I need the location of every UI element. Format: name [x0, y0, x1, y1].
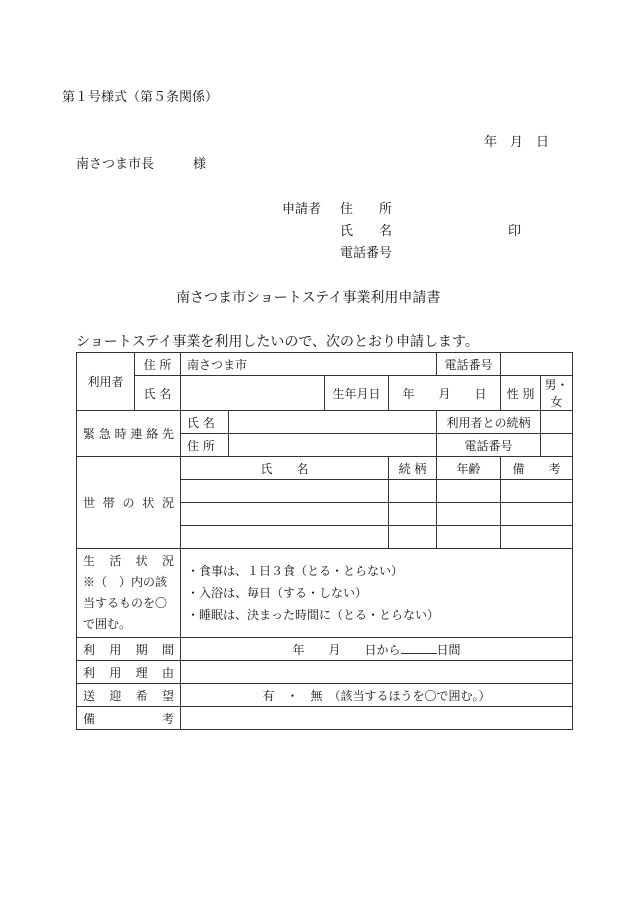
household-relation-cell[interactable]	[389, 503, 437, 526]
remarks-label	[77, 707, 181, 730]
life-status-label	[77, 549, 181, 638]
household-name-header: 氏 名	[181, 457, 389, 480]
reason-field[interactable]	[181, 661, 573, 684]
emergency-relation-field[interactable]	[541, 411, 573, 434]
emergency-label: 緊急時連絡先	[77, 411, 181, 457]
applicant-phone-label: 電話番号	[340, 246, 393, 261]
household-remarks-cell[interactable]	[501, 503, 573, 526]
remarks-field[interactable]	[181, 707, 573, 730]
life-status-label-line2: ※（ ）内の該	[83, 575, 168, 589]
document-title: 南さつま市ショートステイ事業利用申請書	[176, 290, 441, 306]
household-relation-cell[interactable]	[389, 480, 437, 503]
life-status-label-line4: で囲む。	[83, 617, 132, 631]
household-age-cell[interactable]	[437, 503, 501, 526]
user-phone-label: 電話番号	[437, 353, 501, 376]
meal-item[interactable]: ・食事は、１日３食（とる・とらない）	[187, 564, 404, 578]
bath-item[interactable]: ・入浴は、毎日（する・しない）	[187, 586, 368, 600]
birth-label: 生年月日	[325, 376, 389, 411]
user-address-field[interactable]: 南さつま市	[181, 353, 437, 376]
sex-label: 性 別	[501, 376, 541, 411]
sleep-item[interactable]: ・睡眠は、決まった時間に（とる・とらない）	[187, 608, 440, 622]
household-name-cell[interactable]	[181, 503, 389, 526]
emergency-address-field[interactable]	[229, 434, 437, 457]
period-days-blank[interactable]	[401, 641, 437, 654]
applicant-address-label: 住 所	[340, 202, 393, 217]
remarks-row	[77, 707, 573, 730]
period-date-text: 年 月 日から	[292, 642, 401, 657]
period-days-text: 日間	[436, 642, 461, 657]
household-name-cell[interactable]	[181, 526, 389, 549]
emergency-phone-label: 電話番号	[437, 434, 541, 457]
household-age-cell[interactable]	[437, 526, 501, 549]
addressee: 南さつま市長 様	[76, 157, 207, 172]
emergency-name-label: 氏 名	[181, 411, 229, 434]
emergency-name-field[interactable]	[229, 411, 437, 434]
household-remarks-cell[interactable]	[501, 480, 573, 503]
user-address-row	[77, 353, 573, 376]
household-remarks-cell[interactable]	[501, 526, 573, 549]
emergency-address-label: 住 所	[181, 434, 229, 457]
period-label: 利用期間	[77, 638, 181, 661]
household-relation-header: 続 柄	[389, 457, 437, 480]
user-name-label: 氏 名	[135, 376, 181, 411]
form-number: 第１号様式（第５条関係）	[62, 90, 219, 105]
household-relation-cell[interactable]	[389, 526, 437, 549]
remarks-label-right: 考	[161, 711, 174, 726]
user-name-field[interactable]	[181, 376, 325, 411]
reason-row	[77, 661, 573, 684]
life-status-label-line1: 生活状況	[83, 554, 174, 568]
user-label: 利用者	[77, 353, 135, 411]
household-age-cell[interactable]	[437, 480, 501, 503]
sex-options[interactable]: 男・女	[541, 376, 573, 411]
household-label: 世帯の状況	[77, 457, 181, 549]
transport-field[interactable]: 有 ・ 無 （該当するほうを〇で囲む。）	[181, 684, 573, 707]
intro-text: ショートステイ事業を利用したいので、次のとおり申請します。	[76, 334, 479, 350]
life-status-row	[77, 549, 573, 638]
birth-field[interactable]: 年 月 日	[389, 376, 501, 411]
household-remarks-header: 備 考	[501, 457, 573, 480]
life-status-items	[181, 549, 573, 638]
seal-mark: 印	[508, 224, 522, 239]
application-form-table	[76, 352, 573, 730]
remarks-label-left: 備	[83, 711, 96, 726]
transport-label: 送迎希望	[77, 684, 181, 707]
life-status-label-line3: 当するものを〇	[83, 596, 168, 610]
period-field[interactable]	[181, 638, 573, 661]
user-name-row	[77, 376, 573, 411]
household-header-row	[77, 457, 573, 480]
user-phone-field[interactable]	[501, 353, 573, 376]
emergency-name-row	[77, 411, 573, 434]
period-row	[77, 638, 573, 661]
applicant-name-label: 氏 名	[340, 224, 393, 239]
household-age-header: 年齢	[437, 457, 501, 480]
emergency-relation-label: 利用者との続柄	[437, 411, 541, 434]
date-line: 年 月 日	[484, 135, 550, 150]
reason-label: 利用理由	[77, 661, 181, 684]
user-address-label: 住 所	[135, 353, 181, 376]
transport-row	[77, 684, 573, 707]
applicant-label: 申請者	[282, 202, 322, 217]
household-name-cell[interactable]	[181, 480, 389, 503]
emergency-phone-field[interactable]	[541, 434, 573, 457]
